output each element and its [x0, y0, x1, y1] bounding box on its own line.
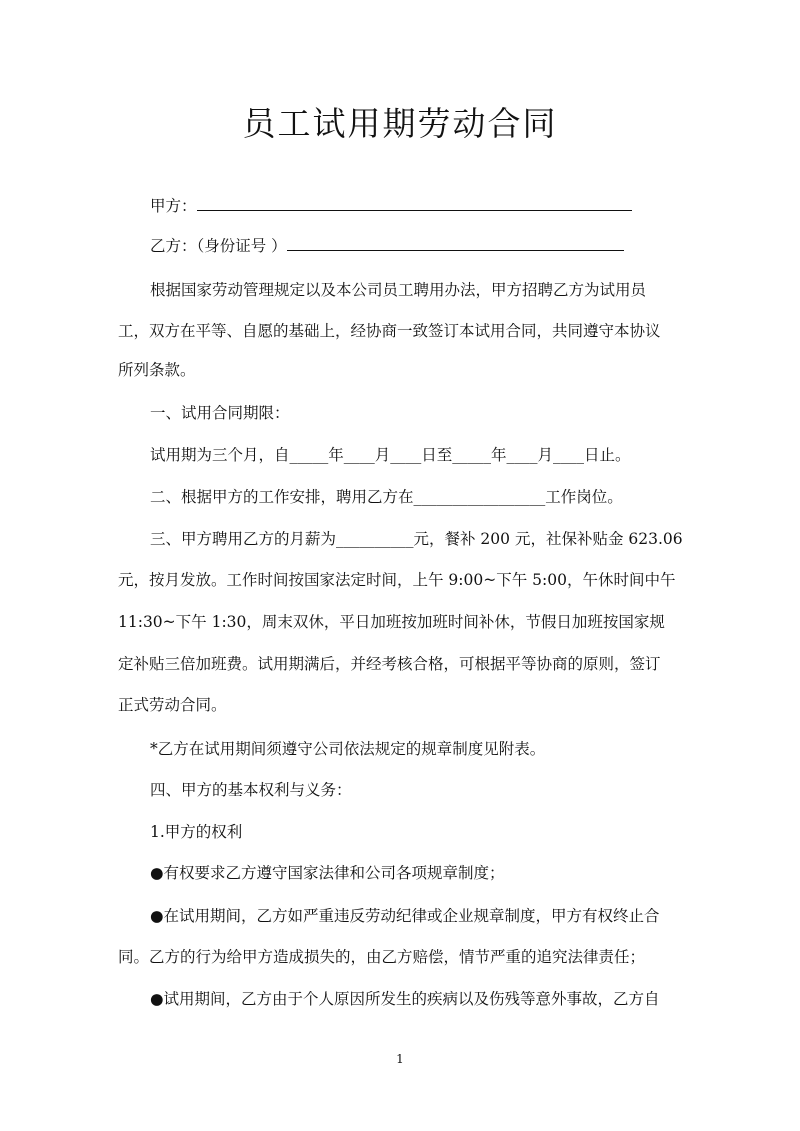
party-b-line [150, 236, 720, 256]
subsection-heading: 1.甲方的权利 [150, 823, 243, 841]
paragraph-line: 元，按月发放。工作时间按国家法定时间，上午 9:00~下午 5:00，午休时间中午 [118, 571, 676, 589]
bullet-line: ●有权要求乙方遵守国家法律和公司各项规章制度； [150, 864, 505, 882]
bullet-line: ●试用期间，乙方由于个人原因所发生的疾病以及伤残等意外事故，乙方自 [150, 990, 660, 1008]
paragraph-line: 根据国家劳动管理规定以及本公司员工聘用办法，甲方招聘乙方为试用员 [150, 281, 647, 299]
document-title: 员工试用期劳动合同 [242, 104, 558, 143]
party-a-label: 甲方： [150, 197, 197, 215]
party-b-label: 乙方：（身份证号 ） [150, 237, 287, 255]
section-heading-2: 二、根据甲方的工作安排，聘用乙方在_________________工作岗位。 [150, 488, 623, 506]
party-a-line [150, 196, 720, 216]
paragraph-line: 正式劳动合同。 [118, 696, 227, 714]
section-heading-3: 三、甲方聘用乙方的月薪为__________元，餐补 200 元，社保补贴金 623.06 [150, 530, 683, 548]
page-number: 1 [396, 1052, 404, 1066]
paragraph-line: 工，双方在平等、自愿的基础上，经协商一致签订本试用合同，共同遵守本协议 [118, 322, 661, 340]
paragraph-line: 11:30~下午 1:30，周末双休，平日加班按加班时间补休，节假日加班按国家规 [118, 613, 665, 631]
bullet-line: ●在试用期间，乙方如严重违反劳动纪律或企业规章制度，甲方有权终止合 [150, 907, 660, 925]
paragraph-line: 同。乙方的行为给甲方造成损失的，由乙方赔偿，情节严重的追究法律责任； [118, 948, 646, 966]
paragraph-line: 试用期为三个月，自_____年____月____日至_____年____月____日止。 [150, 446, 631, 464]
paragraph-line: 定补贴三倍加班费。试用期满后，并经考核合格，可根据平等协商的原则，签订 [118, 655, 661, 673]
party-b-blank [287, 236, 624, 251]
note-line: *乙方在试用期间须遵守公司依法规定的规章制度见附表。 [150, 740, 546, 758]
paragraph-line: 所列条款。 [118, 361, 196, 379]
section-heading-4: 四、甲方的基本权利与义务： [150, 781, 352, 799]
party-a-blank [197, 196, 632, 211]
section-heading-1: 一、试用合同期限： [150, 404, 290, 422]
